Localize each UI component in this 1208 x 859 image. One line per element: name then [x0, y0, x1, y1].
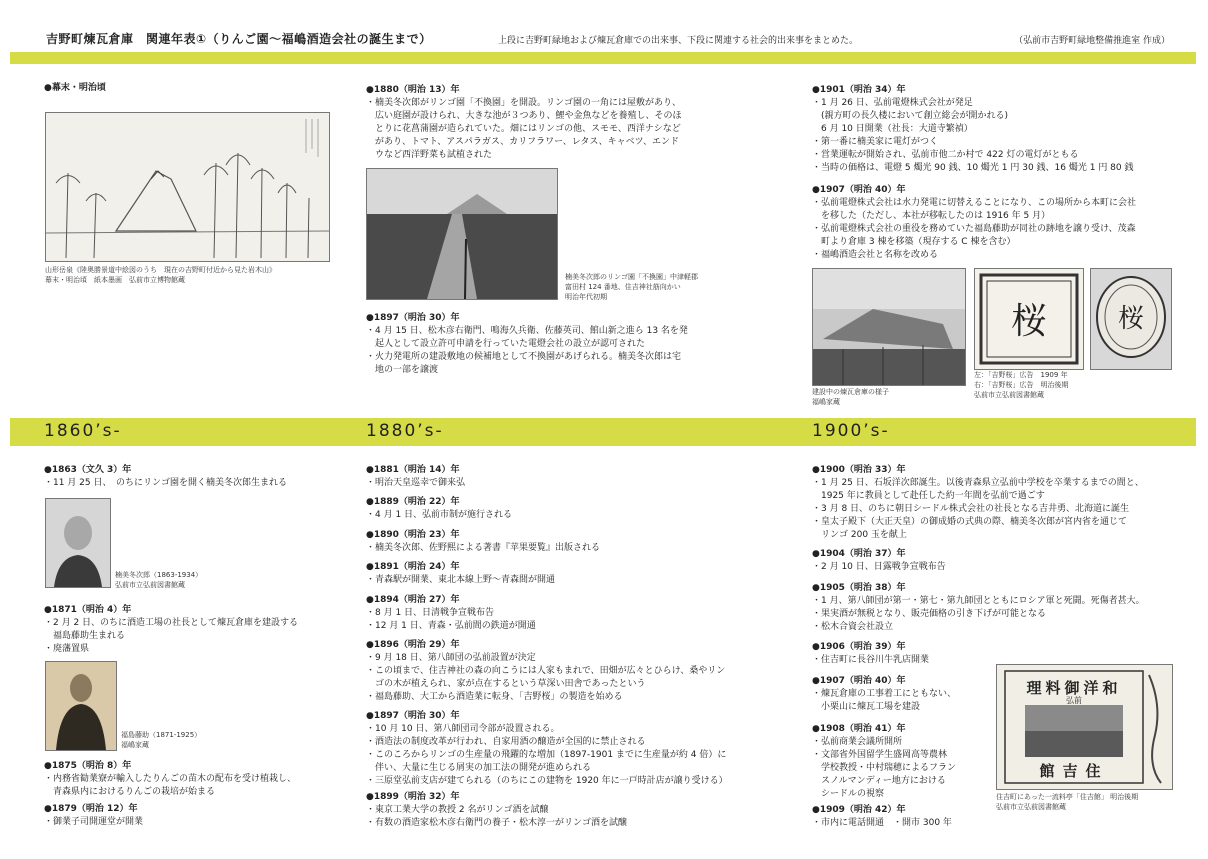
event-1899: ●1899（明治 32）年 ・東京工業大学の教授 2 名がリンゴ酒を試醸 ・有数の酒造家松木彦右衛門の養子・松木淳一がリンゴ酒を試醸: [366, 792, 628, 828]
sumiyoshi-ad-middle-text: 弘前: [1066, 696, 1082, 705]
event-1890: ●1890（明治 23）年 ・楠美冬次郎、佐野熙による著書『苹果要覧』出版される: [366, 530, 601, 553]
event-1897-lower: ●1897（明治 30）年 ・10 月 10 日、第八師団司令部が設置される。 ・酒造法の制度改革が行われ、自家用酒の醸造が全国的に禁止される ・このころからリンゴの生産量の飛躍的な増加（1897-1901 までに生産量が約 4 倍）に 伴い、大量に生じる屑実の加工法の開発が進められる ・三原堂弘前支店が建てられる（のちにこの建物を 1920 年に一戸時計店が譲り受ける）: [366, 711, 728, 786]
event-1871: ●1871（明治 4）年 ・2 月 2 日、のちに酒造工場の社長として煉瓦倉庫を建設する 福島藤助生まれる ・廃藩置県: [44, 605, 299, 654]
page-header: [0, 0, 1208, 52]
event-1889: ●1889（明治 22）年 ・4 月 1 日、弘前市制が施行される: [366, 497, 513, 520]
construction-photo-caption: 建設中の煉瓦倉庫の様子 福嶋家蔵: [812, 388, 889, 406]
landscape-sketch-image: [45, 112, 330, 262]
portrait-kusumi-caption: 楠美冬次郎（1863-1934） 弘前市立弘前図書館蔵: [115, 571, 203, 589]
sumiyoshi-ad-bottom-text: 館吉住: [1039, 762, 1109, 780]
decade-label-1880s: 1880’s-: [366, 421, 444, 441]
event-1908: ●1908（明治 41）年 ・弘前商業会議所開所 ・文部省外国留学生盛岡高等農林 学校教授・中村瑞穂によるフラン スノルマンディー地方における シードルの視察: [812, 724, 957, 799]
event-1896: ●1896（明治 29）年 ・9 月 18 日、第八師団の弘前設置が決定 ・この頃まで、住吉神社の森の向こうには人家もまれで、田畑が広々とひらけ、桑やリン ゴの木が植えられ、家が点在するという草深い田舎であったという ・福島藤助、大工から酒造業に転身、「吉野桜」の製造を始める: [366, 640, 726, 702]
event-1900: ●1900（明治 33）年 ・1 月 25 日、石坂洋次郎誕生。以後青森県立弘前中学校を卒業するまでの間と、 1925 年に教員として赴任した約一年間を弘前で過ごす ・3 月 8 日、のちに朝日シードル株式会社の社長となる吉井勇、北海道に誕生 ・皇太子殿下（大正天皇）の御成婚の式典の際、楠美冬次郎が宮内省を通じて リンゴ 200 玉を献上: [812, 465, 1144, 540]
portrait-fukushima: [45, 661, 117, 751]
event-1904: ●1904（明治 37）年 ・2 月 10 日、日露戦争宣戦布告: [812, 549, 946, 572]
decade-label-1860s: 1860’s-: [44, 421, 122, 441]
round-label-drawing: [1091, 269, 1171, 369]
event-1891: ●1891（明治 24）年 ・青森駅が開業、東北本線上野～青森間が開通: [366, 562, 556, 585]
sake-ad-caption: 左：「吉野桜」広告 1909 年 右：「吉野桜」広告 明治後期 弘前市立弘前図書館蔵: [974, 371, 1069, 399]
sumiyoshi-ad-photo: [996, 664, 1173, 790]
sake-label-ad-square: [974, 268, 1084, 370]
portrait-kusumi: [45, 498, 111, 588]
decade-band: [10, 418, 1196, 446]
apple-orchard-photo: [366, 168, 558, 300]
event-1901: ●1901（明治 34）年 ・1 月 26 日、弘前電燈株式会社が発足 (親方町の長久楼において創立総会が開かれる) 6 月 10 日開業（社長：大道寺繁禎） ・第一番に楠美家に電灯がつく ・営業運転が開始され、弘前市他二か村で 422 灯の電灯がともる ・当時の価格は、電燈 5 燭光 90 銭、10 燭光 1 円 30 銭、16 燭光 1 円 80 銭: [812, 85, 1134, 173]
construction-photo-drawing: [813, 269, 965, 385]
orchard-photo-drawing: [367, 169, 557, 299]
event-1881: ●1881（明治 14）年 ・明治天皇巡幸で御来弘: [366, 465, 466, 488]
event-1906: ●1906（明治 39）年 ・住吉町に長谷川牛乳店開業: [812, 642, 930, 665]
event-1894: ●1894（明治 27）年 ・8 月 1 日、日清戦争宣戦布告 ・12 月 1 日、青森・弘前間の鉄道が開通: [366, 595, 536, 631]
sake-label-glyph: 桜: [1010, 301, 1048, 342]
event-1907-lower: ●1907（明治 40）年 ・煉瓦倉庫の工事着工にともない、 小栗山に煉瓦工場を建設: [812, 676, 957, 712]
event-1880: ●1880（明治 13）年 ・楠美冬次郎がリンゴ園「不換園」を開設。リンゴ園の一角には屋敷があり、 広い庭園が設けられ、大きな池が３つあり、鯉や金魚などを養殖し、そのほ とりに花菖蒲園が造られていた。畑にはリンゴの他、スモモ、西洋ナシなど があり、トマト、アスパラガス、カリフラワー、レタス、キャベツ、エンド ウなど西洋野菜も試植された: [366, 85, 682, 160]
page-credit: （弘前市吉野町緑地整備推進室 作成）: [1014, 36, 1170, 46]
event-1907-upper: ●1907（明治 40）年 ・弘前電燈株式会社は水力発電に切替えることになり、この場所から本町に会社 を移した（ただし、本社が移転したのは 1916 年 5 月） ・弘前電燈株式会社の重役を務めていた福島藤助が同社の跡地を譲り受け、茂森 町より倉庫 3 棟を移築（現存する C 棟を含む） ・福嶋酒造会社と名称を改める: [812, 185, 1137, 260]
sumiyoshi-ad-caption: 住吉町にあった一流料亭「住吉館」 明治後期 弘前市立弘前図書館蔵: [996, 793, 1139, 811]
sake-label-ad-round: [1090, 268, 1172, 370]
sketch-caption: 山形岳泉《陸奥勝景道中絵図のうち 現在の吉野町付近から見た岩木山》 幕末・明治頃 紙本墨画 弘前市立博物館蔵: [45, 266, 276, 284]
portrait-fukushima-caption: 福島藤助（1871-1925） 福嶋家蔵: [121, 731, 202, 749]
page-title: 吉野町煉瓦倉庫 関連年表①（りんご園～福嶋酒造会社の誕生まで）: [46, 32, 432, 46]
event-1875: ●1875（明治 8）年 ・内務省勧業寮が輸入したりんごの苗木の配布を受け植栽し、 青森県内におけるりんごの栽培が始まる: [44, 761, 297, 797]
warehouse-construction-photo: [812, 268, 966, 386]
event-1879: ●1879（明治 12）年 ・御業子司開運堂が開業: [44, 804, 144, 827]
portrait-kusumi-drawing: [46, 499, 110, 587]
event-1863: ●1863（文久 3）年 ・11 月 25 日、 のちにリンゴ園を開く楠美冬次郎生まれる: [44, 465, 287, 488]
event-1905: ●1905（明治 38）年 ・1 月、第八師団が第一・第七・第九師団とともにロシア軍と死闘。死傷者甚大。 ・果実酒が無税となり、販売価格の引き下げが可能となる ・松木合資会社設立: [812, 583, 1145, 632]
event-1909: ●1909（明治 42）年 ・市内に電話開通 ・開市 300 年: [812, 805, 952, 828]
page-description: 上段に吉野町緑地および煉瓦倉庫での出来事、下段に関連する社会的出来事をまとめた。: [498, 36, 859, 46]
event-1897-upper: ●1897（明治 30）年 ・4 月 15 日、松木彦右衛門、鳴海久兵衛、佐藤英司、館山新之進ら 13 名を発 起人として設立許可申請を行っていた電燈会社の設立が認可された ・火力発電所の建設敷地の候補地として不換園があげられる。楠美冬次郎は宅 地の一部を譲渡: [366, 313, 688, 375]
sumiyoshi-ad-top-text: 理料御洋和: [1026, 679, 1122, 697]
upper-col1-heading: ●幕末・明治頃: [44, 83, 106, 93]
round-label-glyph: 桜: [1117, 304, 1145, 334]
decade-label-1900s: 1900’s-: [812, 421, 890, 441]
portrait-fukushima-drawing: [46, 662, 116, 750]
sake-label-drawing: [975, 269, 1083, 369]
top-accent-band: [10, 52, 1196, 64]
orchard-photo-caption: 楠美冬次郎のリンゴ園「不換園」中津軽郡 富田村 124 番地、住吉神社筋向かい 明治年代初期: [565, 273, 698, 301]
sketch-drawing: [46, 113, 329, 261]
